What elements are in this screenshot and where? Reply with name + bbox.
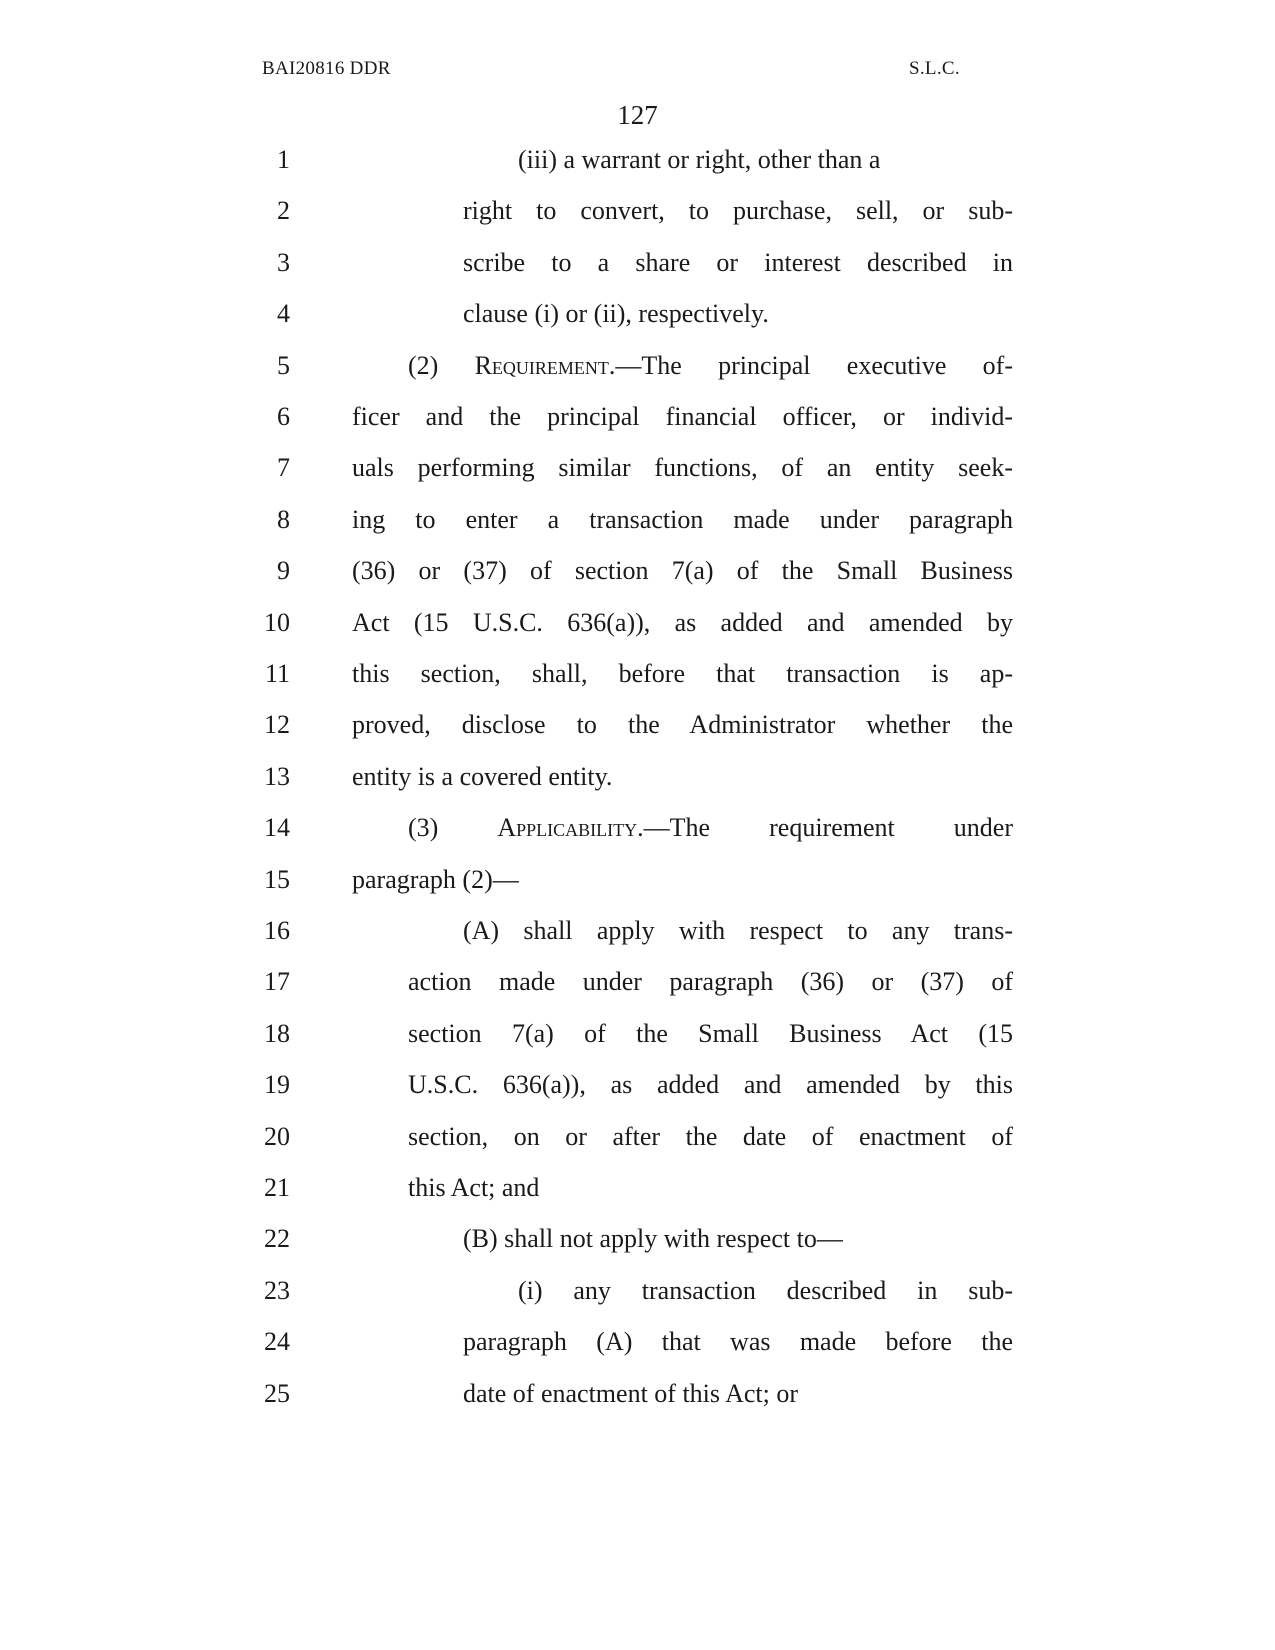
line-text xyxy=(408,346,1013,386)
line-text xyxy=(463,243,1013,283)
line-number: 11 xyxy=(264,659,290,688)
line-number: 23 xyxy=(264,1275,290,1305)
line-text xyxy=(352,757,612,797)
text-run: clause (i) or (ii), respectively. xyxy=(463,299,769,329)
line-number: 17 xyxy=(264,967,290,997)
text-line xyxy=(0,962,1275,1002)
text-run: (36) or (37) of section 7(a) of the Small Business xyxy=(352,556,1013,586)
text-line xyxy=(0,911,1275,951)
text-line xyxy=(0,551,1275,591)
text-run: entity is a covered entity. xyxy=(352,761,613,791)
text-line xyxy=(0,705,1275,745)
text-line xyxy=(0,140,1275,180)
office-code: S.L.C. xyxy=(909,58,960,79)
line-text xyxy=(352,448,1013,488)
text-run: Act (15 U.S.C. 636(a)), as added and amended by xyxy=(352,607,1013,637)
line-number: 18 xyxy=(264,1018,290,1048)
text-line xyxy=(0,1374,1275,1414)
text-run: U.S.C. 636(a)), as added and amended by this xyxy=(408,1070,1013,1100)
line-number: 15 xyxy=(264,864,290,894)
text-line xyxy=(0,243,1275,283)
text-line xyxy=(0,1117,1275,1157)
line-number: 10 xyxy=(264,607,290,637)
section-heading: Requirement xyxy=(474,350,609,380)
text-line xyxy=(0,1065,1275,1105)
text-run: scribe to a share or interest described in xyxy=(463,247,1013,277)
line-number: 1 xyxy=(277,145,290,174)
text-run: (3) xyxy=(408,813,498,843)
text-line xyxy=(0,448,1275,488)
line-number: 13 xyxy=(264,761,290,791)
line-text xyxy=(463,294,769,334)
line-text xyxy=(518,140,880,180)
text-line xyxy=(0,1219,1275,1259)
line-text xyxy=(352,654,1013,694)
text-run: this Act; and xyxy=(408,1173,540,1202)
page-number: 127 xyxy=(617,100,658,130)
text-line xyxy=(0,500,1275,540)
text-run: right to convert, to purchase, sell, or sub- xyxy=(463,196,1013,226)
line-number: 19 xyxy=(264,1070,290,1100)
line-text xyxy=(463,1219,843,1259)
text-run: (A) shall apply with respect to any trans- xyxy=(463,916,1013,945)
line-text xyxy=(463,911,1013,951)
line-number: 8 xyxy=(277,504,290,534)
line-number: 4 xyxy=(277,299,290,329)
text-run: (i) any transaction described in sub- xyxy=(518,1275,1013,1305)
line-number: 25 xyxy=(264,1378,290,1408)
line-text xyxy=(408,1065,1013,1105)
line-number: 6 xyxy=(277,402,290,431)
line-text xyxy=(518,1271,1013,1311)
text-run: .—The requirement under xyxy=(637,813,1013,843)
text-line xyxy=(0,191,1275,231)
text-run: (B) shall not apply with respect to— xyxy=(463,1224,843,1254)
line-text xyxy=(463,1374,798,1414)
line-text xyxy=(408,962,1013,1002)
line-text xyxy=(408,1168,539,1208)
text-run: (iii) a warrant or right, other than a xyxy=(518,145,881,174)
text-run: .—The principal executive of- xyxy=(608,350,1013,380)
text-run: paragraph (2)— xyxy=(352,864,519,894)
text-line xyxy=(0,294,1275,334)
line-text xyxy=(463,1322,1013,1362)
line-number: 14 xyxy=(264,813,290,843)
text-run: uals performing similar functions, of an entity seek- xyxy=(352,453,1013,483)
text-line xyxy=(0,346,1275,386)
text-line xyxy=(0,808,1275,848)
line-number: 24 xyxy=(264,1327,290,1357)
line-number: 7 xyxy=(277,453,290,483)
line-text xyxy=(408,808,1013,848)
text-line xyxy=(0,1168,1275,1208)
text-line xyxy=(0,757,1275,797)
line-text xyxy=(352,860,519,900)
text-line xyxy=(0,1322,1275,1362)
text-line xyxy=(0,1271,1275,1311)
text-line xyxy=(0,603,1275,643)
text-line xyxy=(0,860,1275,900)
line-text xyxy=(352,500,1013,540)
section-heading: Applicability xyxy=(497,813,638,843)
line-number: 22 xyxy=(264,1224,290,1254)
text-run: ing to enter a transaction made under paragraph xyxy=(352,504,1013,534)
line-number: 21 xyxy=(264,1173,290,1202)
text-line xyxy=(0,1014,1275,1054)
line-number: 5 xyxy=(277,350,290,380)
document-id: BAI20816 DDR xyxy=(262,58,391,79)
text-run: action made under paragraph (36) or (37) of xyxy=(408,967,1013,997)
line-text xyxy=(352,705,1013,745)
text-run: this section, shall, before that transaction is ap- xyxy=(352,659,1013,688)
text-run: section 7(a) of the Small Business Act (15 xyxy=(408,1018,1013,1048)
text-run: section, on or after the date of enactment of xyxy=(408,1121,1013,1151)
line-text xyxy=(408,1014,1013,1054)
text-run: paragraph (A) that was made before the xyxy=(463,1327,1013,1357)
text-run: ficer and the principal financial officer, or individ- xyxy=(352,402,1013,431)
line-text xyxy=(463,191,1013,231)
text-line xyxy=(0,397,1275,437)
line-number: 16 xyxy=(264,916,290,945)
line-text xyxy=(352,397,1013,437)
text-line xyxy=(0,654,1275,694)
text-run: (2) xyxy=(408,350,475,380)
line-text xyxy=(408,1117,1013,1157)
line-number: 20 xyxy=(264,1121,290,1151)
line-number: 3 xyxy=(277,247,290,277)
line-text xyxy=(352,603,1013,643)
line-number: 12 xyxy=(264,710,290,740)
line-number: 9 xyxy=(277,556,290,586)
text-run: proved, disclose to the Administrator whether the xyxy=(352,710,1013,740)
text-run: date of enactment of this Act; or xyxy=(463,1378,799,1408)
line-text xyxy=(352,551,1013,591)
line-number: 2 xyxy=(277,196,290,226)
